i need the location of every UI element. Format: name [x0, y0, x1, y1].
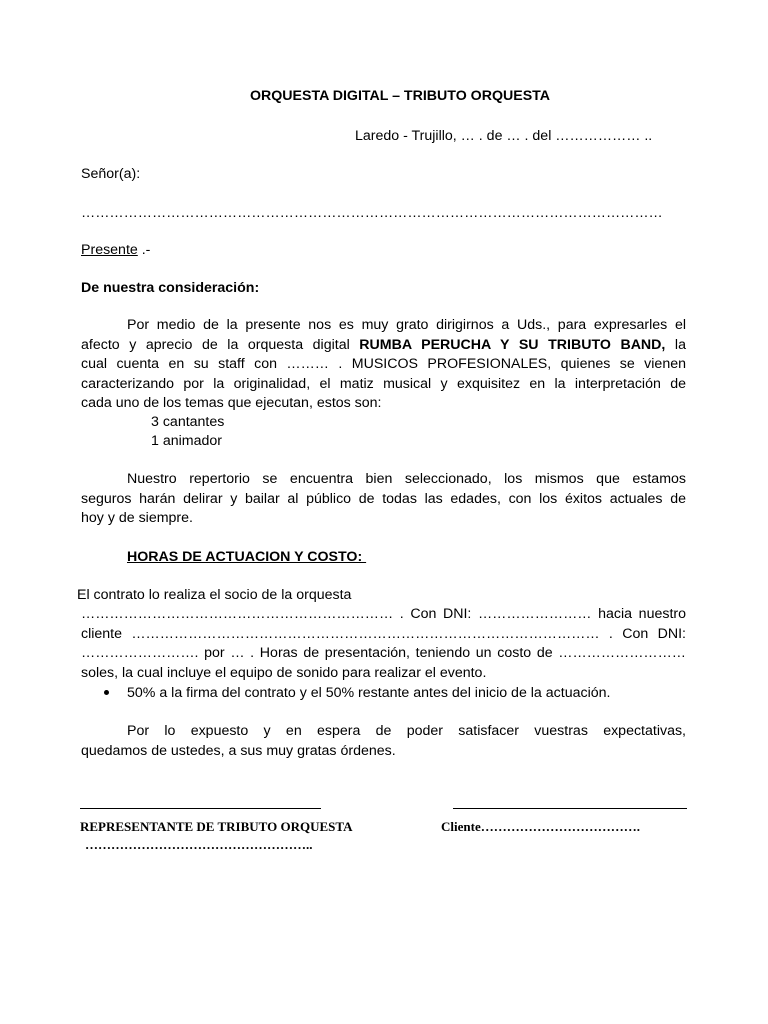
- client-label: Cliente……………………………….: [441, 819, 640, 834]
- consideration-heading: De nuestra consideración:: [81, 280, 260, 296]
- contract-line-5: soles, la cual incluye el equipo de sonido para realizar el evento.: [81, 664, 487, 681]
- place-date: Laredo - Trujillo, … . de … . del ……………… ..: [355, 128, 653, 144]
- document-title: ORQUESTA DIGITAL – TRIBUTO ORQUESTA: [249, 88, 551, 104]
- payment-bullet: 50% a la firma del contrato y el 50% restante antes del inicio de la actuación.: [127, 685, 611, 701]
- intro-line-2: [81, 336, 686, 356]
- closing-paragraph: [81, 722, 686, 761]
- band-name: RUMBA PERUCHA Y SU TRIBUTO BAND,: [359, 336, 666, 353]
- contract-line-1: El contrato lo realiza el socio de la orquesta: [77, 587, 352, 603]
- intro-line-1: Por medio de la presente nos es muy grato dirigirnos a Uds., para expresarles el: [127, 317, 686, 333]
- recipient-dotted-line: ……………………………………………………………………………………………………………: [81, 205, 663, 221]
- left-signature-line: [80, 808, 321, 809]
- contract-line-3: cliente ……………………………………………………………………………………… . Con DNI:: [81, 625, 686, 642]
- list-item-animator: 1 animador: [151, 433, 222, 449]
- salutation: Señor(a):: [81, 166, 141, 182]
- intro-line-5: cada uno de los temas que ejecutan, estos son:: [81, 395, 382, 411]
- contract-line-4: ……………………. por … . Horas de presentación, teniendo un costo de ………………………: [81, 645, 686, 661]
- right-signature-line: [453, 808, 687, 809]
- intro-line-2-c: la: [665, 336, 686, 353]
- repertoire-paragraph: [81, 470, 686, 529]
- hours-heading: HORAS DE ACTUACION Y COSTO:: [127, 549, 367, 565]
- intro-paragraph: [81, 316, 686, 414]
- intro-line-4: caracterizando por la originalidad, el matiz musical y exquisitez en la interpretación de: [81, 375, 686, 392]
- repertoire-line-2: seguros harán delirar y bailar al público de todas las edades, con los éxitos actuales de: [81, 490, 686, 507]
- contract-paragraph: [81, 605, 686, 683]
- contract-line-2: ………………………………………………………… . Con DNI: …………………… hacia nuestro: [81, 606, 686, 622]
- presente-text: Presente: [81, 242, 138, 258]
- bullet-icon: [104, 690, 109, 695]
- presente-line: [81, 240, 150, 260]
- representative-dots: ……………………………………………..: [85, 837, 313, 852]
- closing-line-1: Por lo expuesto y en espera de poder satisfacer vuestras expectativas,: [127, 723, 686, 739]
- closing-line-2: quedamos de ustedes, a sus muy gratas órdenes.: [81, 742, 396, 759]
- repertoire-line-3: hoy y de siempre.: [81, 510, 193, 526]
- repertoire-line-1: Nuestro repertorio se encuentra bien seleccionado, los mismos que estamos: [127, 471, 686, 487]
- presente-suffix: .-: [137, 242, 151, 258]
- representative-label: REPRESENTANTE DE TRIBUTO ORQUESTA: [80, 819, 353, 834]
- intro-line-3: cual cuenta en su staff con ……… . MUSICOS PROFESIONALES, quienes se vienen: [81, 356, 686, 372]
- list-item-singers: 3 cantantes: [151, 414, 225, 430]
- intro-line-2-a: afecto y aprecio de la orquesta digital: [81, 336, 360, 353]
